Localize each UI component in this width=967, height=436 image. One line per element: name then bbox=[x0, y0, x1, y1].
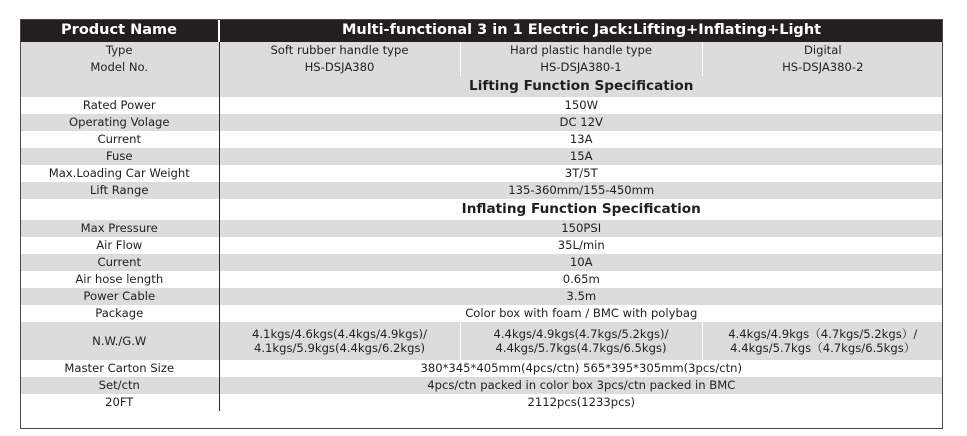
ft-label: 20FT bbox=[20, 394, 219, 411]
ft-value: 2112pcs(1233pcs) bbox=[527, 395, 636, 410]
lifting-section-blank bbox=[20, 76, 219, 97]
spec-label: Rated Power bbox=[20, 97, 219, 114]
weight-line: 4.1kgs/5.9kgs(4.4kgs/6.2kgs) bbox=[253, 341, 426, 355]
spec-row bbox=[20, 288, 943, 305]
weight-line: 4.1kgs/4.6kgs(4.4kgs/4.9kgs)/ bbox=[252, 326, 427, 341]
spec-value: DC 12V bbox=[219, 114, 943, 131]
spec-row bbox=[20, 305, 943, 322]
set-row bbox=[20, 377, 943, 394]
spec-table bbox=[20, 19, 943, 411]
model-value-3: HS-DSJA380-2 bbox=[702, 59, 943, 76]
spec-label: Package bbox=[20, 305, 219, 322]
weight-value-digital bbox=[702, 322, 943, 360]
spec-row bbox=[20, 148, 943, 165]
spec-value: 35L/min bbox=[557, 238, 605, 253]
spec-row bbox=[20, 271, 943, 288]
ft-row bbox=[20, 394, 943, 411]
spec-row bbox=[20, 254, 943, 271]
spec-value: 150W bbox=[564, 98, 599, 113]
lifting-section-title: Lifting Function Specification bbox=[219, 76, 943, 97]
spec-value: 3T/5T bbox=[564, 166, 598, 181]
weight-label: N.W./G.W bbox=[20, 322, 219, 360]
spec-row bbox=[20, 97, 943, 114]
weight-row bbox=[20, 322, 943, 360]
spec-value: 150PSI bbox=[219, 220, 943, 237]
set-value: 4pcs/ctn packed in color box 3pcs/ctn packed in BMC bbox=[219, 377, 943, 394]
model-value-1: HS-DSJA380 bbox=[219, 59, 460, 76]
type-row bbox=[20, 42, 943, 59]
spec-value: Color box with foam / BMC with polybag bbox=[465, 306, 698, 321]
weight-line: 4.4kgs/5.7kgs(4.7kgs/6.5kgs) bbox=[495, 341, 667, 355]
carton-row bbox=[20, 360, 943, 377]
spec-row bbox=[20, 165, 943, 182]
spec-row bbox=[20, 237, 943, 254]
type-value-digital: Digital bbox=[702, 42, 943, 59]
carton-label: Master Carton Size bbox=[20, 360, 219, 377]
spec-row bbox=[20, 131, 943, 148]
spec-label: Current bbox=[20, 254, 219, 271]
spec-label: Air Flow bbox=[20, 237, 219, 254]
spec-label: Fuse bbox=[20, 148, 219, 165]
model-label: Model No. bbox=[20, 59, 219, 76]
spec-value: 3.5m bbox=[219, 288, 943, 305]
spec-label: Operating Volage bbox=[20, 114, 219, 131]
inflating-section-title: Inflating Function Specification bbox=[461, 201, 701, 218]
spec-value: 10A bbox=[219, 254, 943, 271]
weight-line: 4.4kgs/5.7kgs（4.7kgs/6.5kgs） bbox=[730, 341, 916, 355]
spec-label: Power Cable bbox=[20, 288, 219, 305]
inflating-section-row bbox=[20, 199, 943, 220]
spec-label: Lift Range bbox=[20, 182, 219, 199]
spec-value: 13A bbox=[569, 132, 593, 147]
header-row bbox=[20, 19, 943, 42]
model-row bbox=[20, 59, 943, 76]
type-label: Type bbox=[20, 42, 219, 59]
product-title: Multi-functional 3 in 1 Electric Jack:Lifting+Inflating+Light bbox=[219, 19, 943, 42]
spec-row bbox=[20, 220, 943, 237]
spec-label: Max.Loading Car Weight bbox=[20, 165, 219, 182]
type-value-soft: Soft rubber handle type bbox=[219, 42, 460, 59]
spec-label: Current bbox=[20, 131, 219, 148]
weight-value-hard bbox=[460, 322, 702, 360]
spec-label: Air hose length bbox=[20, 271, 219, 288]
spec-row bbox=[20, 182, 943, 199]
type-value-hard: Hard plastic handle type bbox=[460, 42, 702, 59]
inflating-section-blank bbox=[20, 199, 219, 220]
weight-value-soft bbox=[219, 322, 460, 360]
model-value-2: HS-DSJA380-1 bbox=[460, 59, 702, 76]
set-label: Set/ctn bbox=[20, 377, 219, 394]
spec-value: 0.65m bbox=[562, 272, 600, 287]
weight-line: 4.4kgs/4.9kgs(4.7kgs/5.2kgs)/ bbox=[493, 326, 669, 341]
spec-table-container bbox=[20, 19, 943, 411]
carton-value: 380*345*405mm(4pcs/ctn) 565*395*305mm(3pcs/ctn) bbox=[420, 361, 743, 376]
weight-line: 4.4kgs/4.9kgs（4.7kgs/5.2kgs）/ bbox=[728, 326, 918, 341]
spec-row bbox=[20, 114, 943, 131]
spec-value: 15A bbox=[219, 148, 943, 165]
spec-value: 135-360mm/155-450mm bbox=[219, 182, 943, 199]
product-name-label: Product Name bbox=[20, 19, 219, 42]
lifting-section-row bbox=[20, 76, 943, 97]
spec-label: Max Pressure bbox=[20, 220, 219, 237]
